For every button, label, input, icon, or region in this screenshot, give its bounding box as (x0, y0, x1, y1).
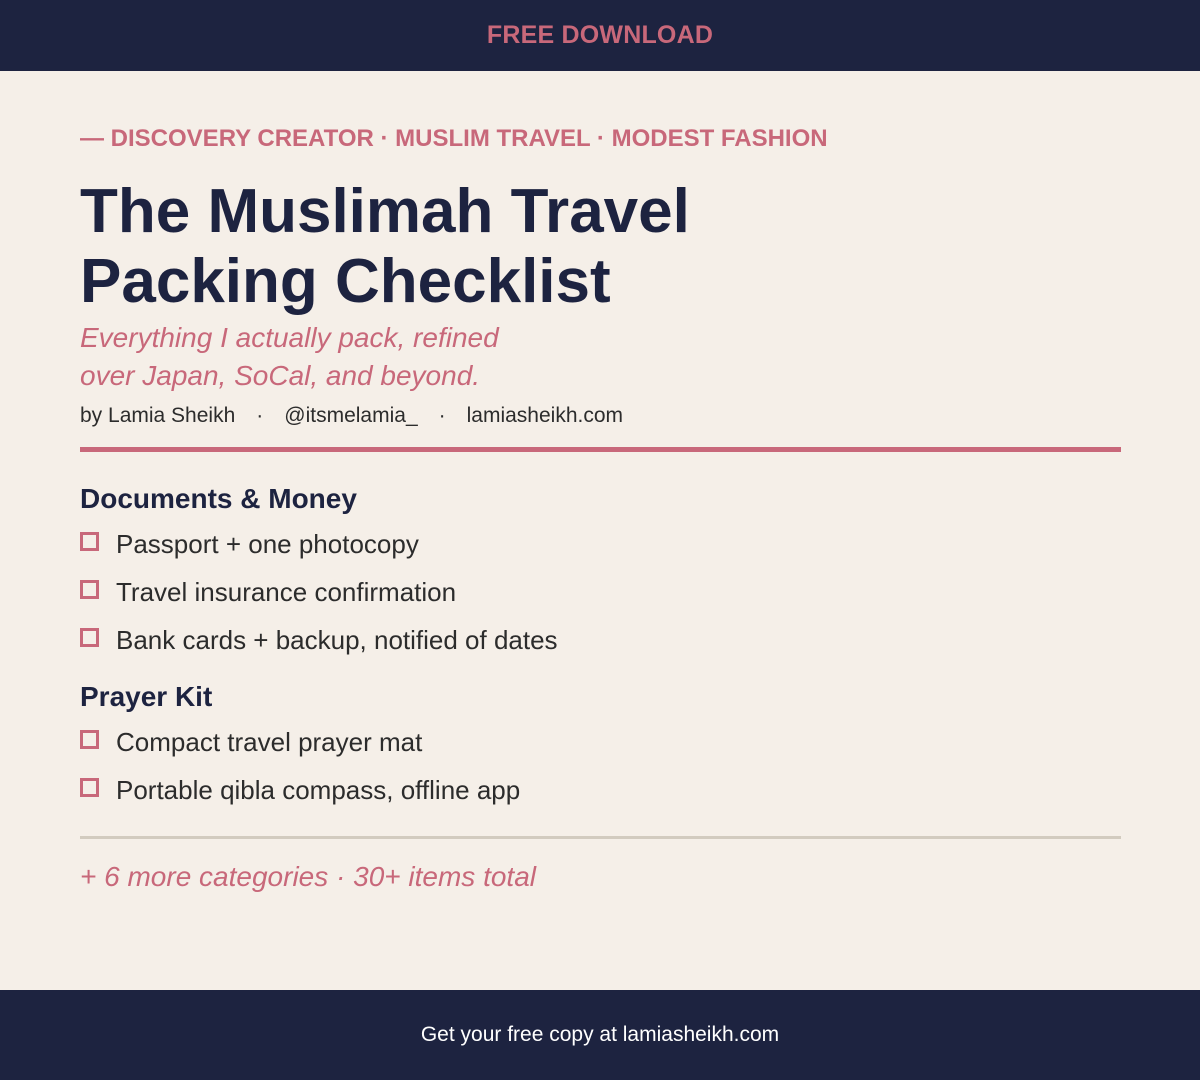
checklist-item[interactable] (80, 572, 456, 612)
item-label: Travel insurance confirmation (116, 576, 457, 607)
title-line-2: Packing Checklist (80, 247, 611, 316)
checkbox-icon[interactable] (80, 778, 99, 797)
checklist-item[interactable] (80, 524, 419, 564)
title-line-1: The Muslimah Travel (80, 177, 690, 246)
byline-separator: · (256, 404, 264, 427)
item-label: Bank cards + backup, notified of dates (116, 624, 558, 655)
footer-cta-bar (0, 990, 1200, 1080)
checklist-item[interactable] (80, 770, 520, 810)
checklist-item[interactable] (80, 620, 558, 660)
subtitle-line-2: over Japan, SoCal, and beyond. (80, 360, 481, 391)
checkbox-icon[interactable] (80, 628, 99, 647)
subtitle-line-1: Everything I actually pack, refined (80, 322, 499, 353)
footer-cta-text: Get your free copy at lamiasheikh.com (420, 1023, 780, 1046)
checkbox-icon[interactable] (80, 730, 99, 749)
soft-divider (80, 836, 1121, 839)
page-title (80, 177, 980, 317)
item-label: Portable qibla compass, offline app (116, 774, 521, 805)
item-label: Passport + one photocopy (116, 528, 419, 559)
checkbox-icon[interactable] (80, 580, 99, 599)
banner-label: FREE DOWNLOAD (486, 21, 714, 49)
item-label: Compact travel prayer mat (116, 726, 423, 757)
top-banner (0, 0, 1200, 71)
more-categories-note: + 6 more categories · 30+ items total (80, 861, 536, 892)
byline (80, 404, 623, 428)
website-link: lamiasheikh.com (466, 404, 624, 427)
accent-divider (80, 447, 1121, 452)
checklist-item[interactable] (80, 722, 422, 762)
social-handle: @itsmelamia_ (284, 404, 418, 427)
subtitle (80, 319, 680, 395)
checkbox-icon[interactable] (80, 532, 99, 551)
section-heading-prayer-kit: Prayer Kit (80, 681, 213, 712)
section-heading-documents: Documents & Money (80, 483, 357, 514)
eyebrow-tagline: — DISCOVERY CREATOR · MUSLIM TRAVEL · MODEST FASHION (80, 125, 828, 152)
byline-separator: · (438, 404, 446, 427)
author-name: by Lamia Sheikh (80, 404, 236, 427)
